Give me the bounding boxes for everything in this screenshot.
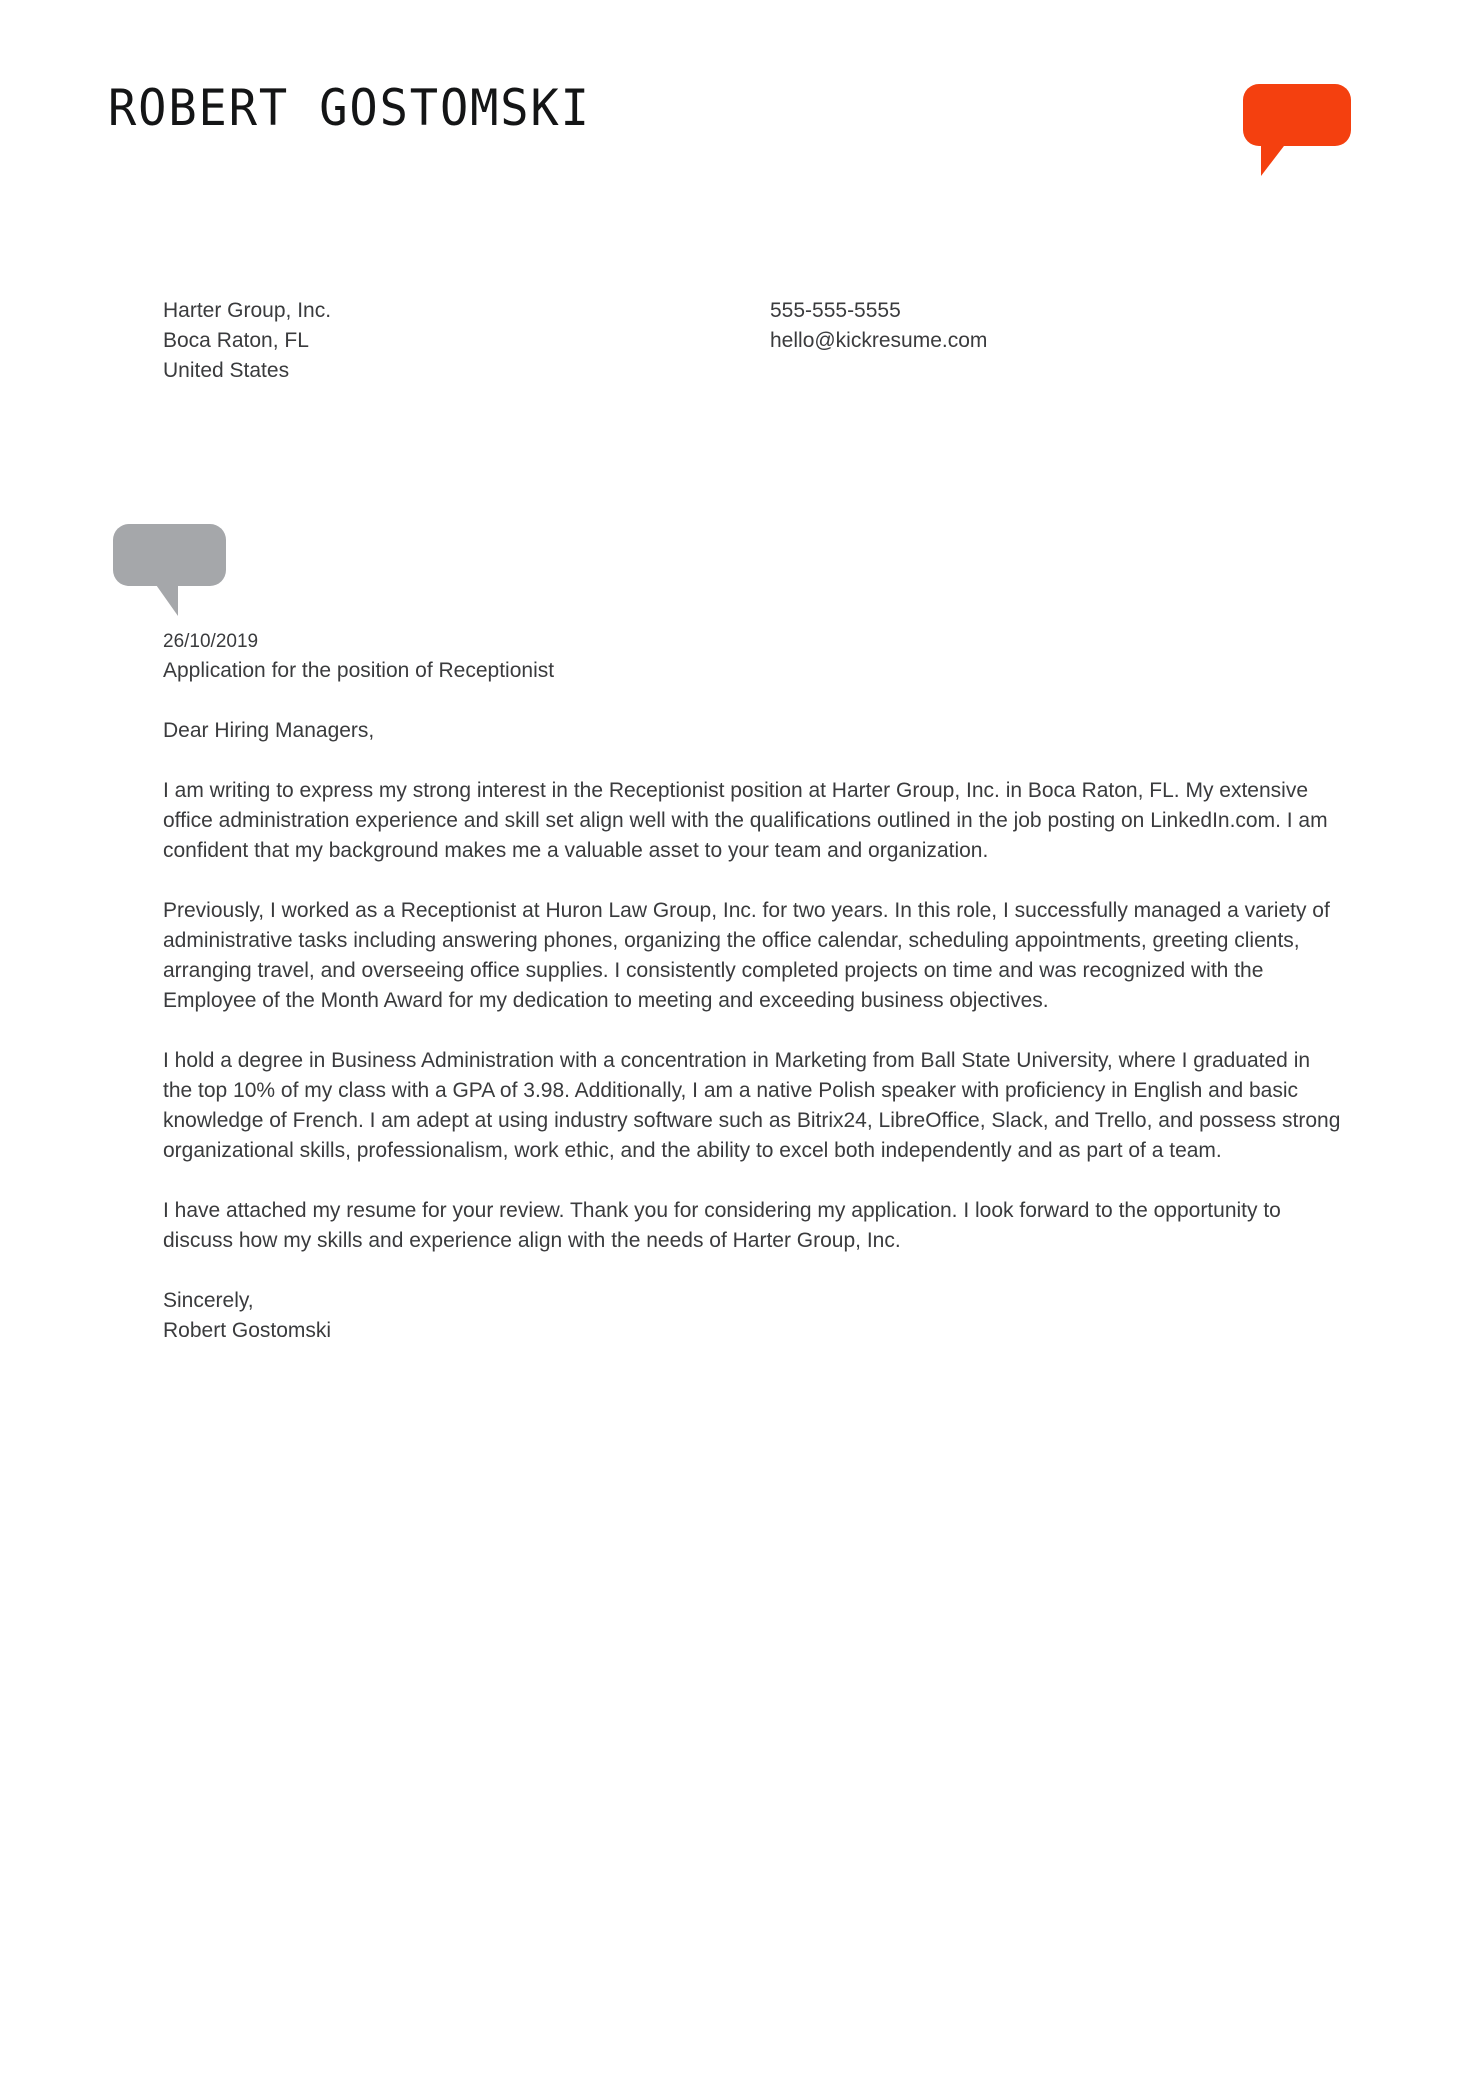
closing-salutation: Sincerely, bbox=[163, 1289, 254, 1312]
sender-phone: 555-555-5555 bbox=[770, 299, 901, 322]
speech-bubble-body bbox=[113, 524, 226, 586]
sender-contact bbox=[770, 296, 1330, 386]
letter-paragraph: I have attached my resume for your review. Thank you for considering my application. I look forward to the opportunity to discuss how my skills and experience align with the needs of Harter Group, Inc. bbox=[163, 1199, 1281, 1252]
letter-paragraph: I am writing to express my strong interest in the Receptionist position at Harter Group, Inc. in Boca Raton, FL. My extensive office administration experience and skill set align well with the qualifications outlined in the job posting on LinkedIn.com. I am confident that my background makes me a valuable asset to your team and organization. bbox=[163, 779, 1328, 862]
letter-date: 26/10/2019 bbox=[163, 631, 259, 652]
recipient-city: Boca Raton, FL bbox=[163, 329, 309, 352]
letter-paragraph: Previously, I worked as a Receptionist at Huron Law Group, Inc. for two years. In this role, I successfully managed a variety of administrative tasks including answering phones, organizing the office calendar, scheduling appointments, greeting clients, arranging travel, and overseeing office supplies. I consistently completed projects on time and was recognized with the Employee of the Month Award for my dedication to meeting and exceeding business objectives. bbox=[163, 899, 1330, 1012]
signature-name: Robert Gostomski bbox=[163, 1319, 332, 1342]
speech-bubble-body bbox=[1243, 84, 1351, 146]
sender-email: hello@kickresume.com bbox=[770, 329, 988, 352]
letter-salutation: Dear Hiring Managers, bbox=[163, 719, 375, 742]
recipient-country: United States bbox=[163, 359, 290, 382]
speech-bubble-icon bbox=[1243, 84, 1351, 146]
contact-block bbox=[163, 296, 1343, 386]
speech-bubble-tail bbox=[154, 582, 178, 616]
letter-closing bbox=[163, 1286, 1345, 1346]
recipient-company: Harter Group, Inc. bbox=[163, 299, 332, 322]
speech-bubble-tail bbox=[1261, 142, 1287, 176]
letter-paragraph: I hold a degree in Business Administration with a concentration in Marketing from Ball State University, where I graduated in the top 10% of my class with a GPA of 3.98. Additionally, I am a native Polish speaker with proficiency in English and basic knowledge of French. I am adept at using industry software such as Bitrix24, LibreOffice, Slack, and Trello, and possess strong organizational skills, professionalism, work ethic, and the ability to excel both independently and as part of a team. bbox=[163, 1049, 1341, 1162]
recipient-address bbox=[163, 296, 770, 386]
letter-body bbox=[163, 628, 1345, 1346]
letter-subject: Application for the position of Receptionist bbox=[163, 659, 555, 682]
speech-bubble-icon bbox=[113, 524, 226, 586]
letter-header bbox=[0, 0, 1468, 240]
page-title: ROBERT GOSTOMSKI bbox=[108, 79, 591, 137]
